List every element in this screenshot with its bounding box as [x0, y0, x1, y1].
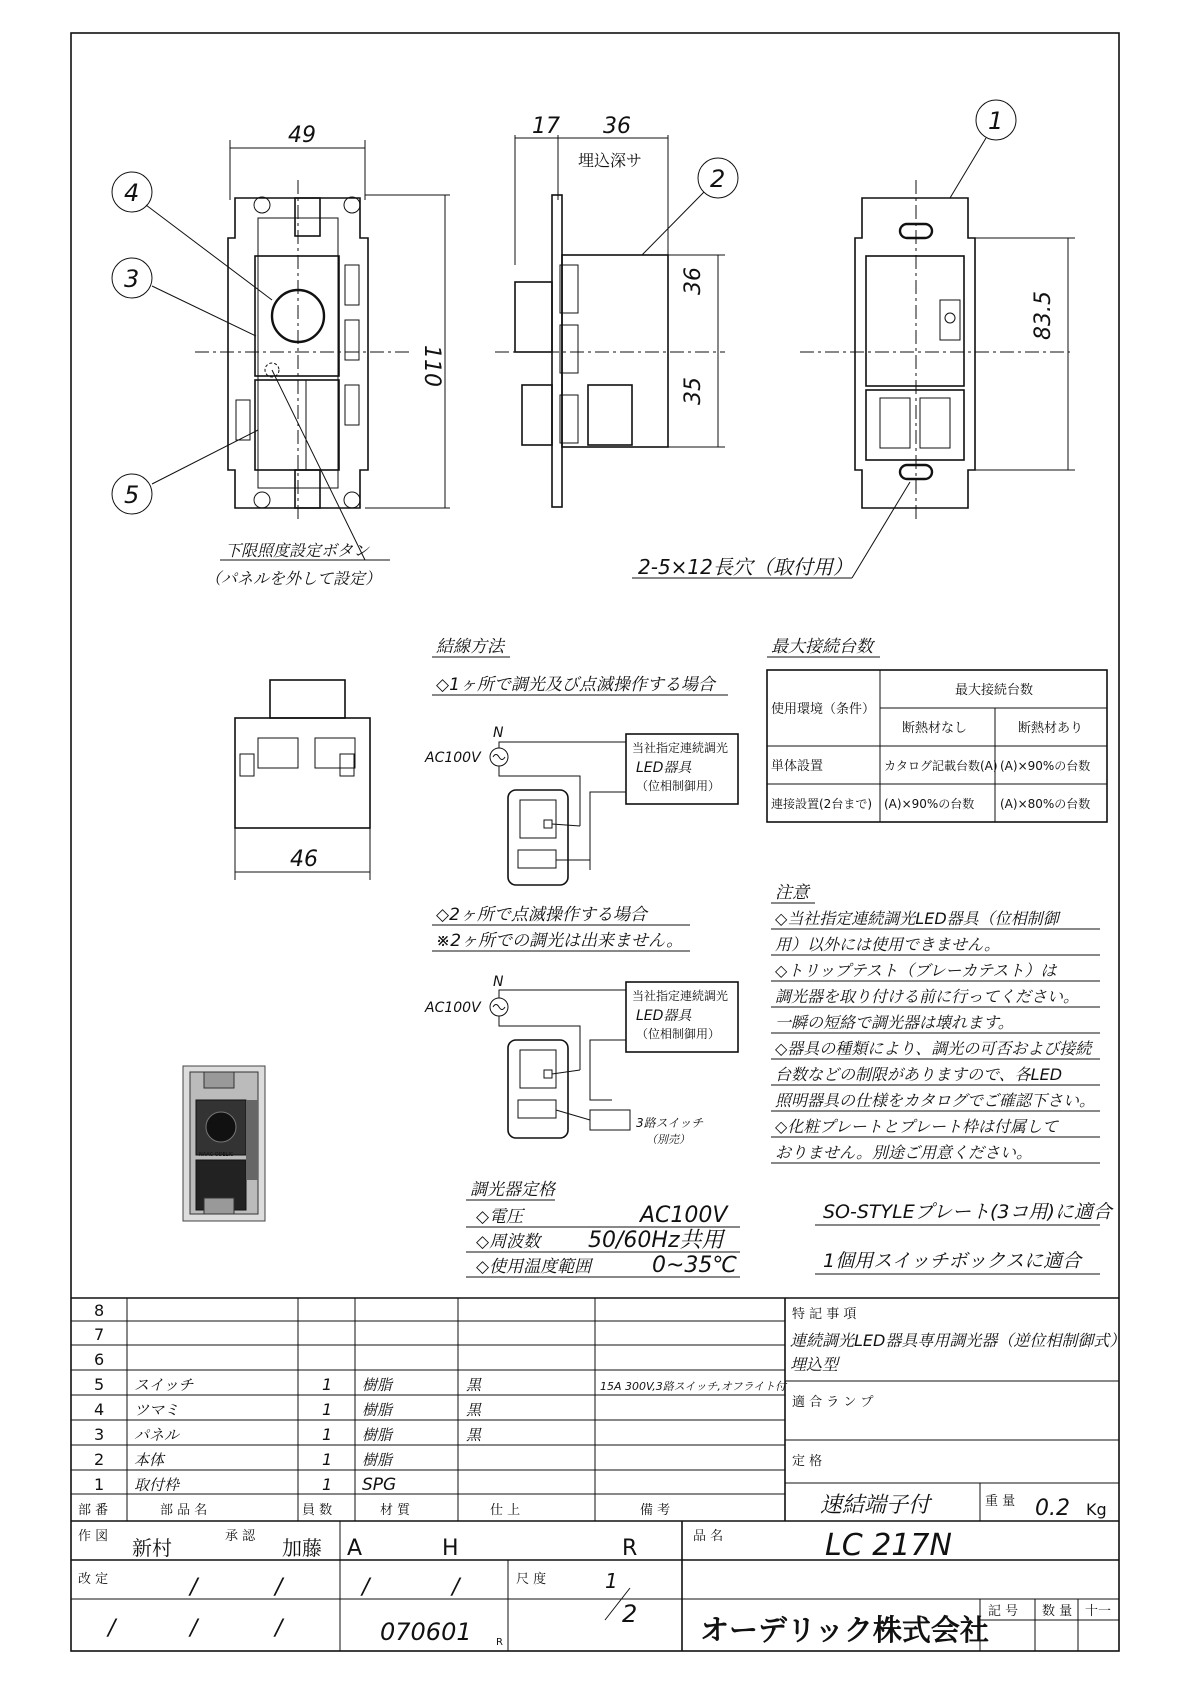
notes-line-7: 台数などの制限がありますので、各LED: [775, 1065, 1063, 1084]
drawn-label: 作 図: [78, 1529, 109, 1544]
revision-slash-7: /: [275, 1616, 283, 1641]
wiring1-fixture-l2: LED器具: [636, 760, 692, 776]
special-notes-line2: 埋込型: [790, 1355, 839, 1374]
product-label: 品 名: [693, 1529, 724, 1544]
part-1-no: 1: [94, 1475, 105, 1494]
code-a: A: [347, 1536, 363, 1561]
terminal-type: 速結端子付: [820, 1493, 931, 1518]
notes-line-2: 用）以外には使用できません。: [775, 935, 1000, 954]
dim-46: 46: [290, 847, 318, 872]
part-4-qty: 1: [322, 1400, 333, 1419]
side-view: [495, 114, 738, 507]
part-3-finish: 黒: [466, 1426, 482, 1444]
rating-voltage-label: ◇電圧: [476, 1207, 524, 1227]
header-part-no: 部 番: [78, 1503, 109, 1518]
slot-note: 2-5×12長穴（取付用）: [638, 555, 853, 579]
weight-label: 重 量: [985, 1494, 1016, 1509]
scale-numerator: 1: [605, 1569, 618, 1593]
spec-block: [785, 1306, 1125, 1521]
notes-line-1: ◇当社指定連続調光LED器具（位相制御: [775, 909, 1059, 928]
revision-slash-5: /: [108, 1616, 116, 1641]
notes-line-9: ◇化粧プレートとプレート枠は付属して: [775, 1117, 1059, 1136]
part-1-name: 取付枠: [134, 1476, 180, 1494]
part-3-material: 樹脂: [362, 1426, 393, 1444]
part-4-no: 4: [94, 1400, 105, 1419]
revision-slash-3: /: [362, 1575, 370, 1600]
notes-line-3: ◇トリップテスト（ブレーカテスト）は: [775, 961, 1057, 980]
fit-box-note: 1個用スイッチボックスに適合: [823, 1250, 1082, 1272]
header-qty: 員 数: [302, 1503, 333, 1518]
wiring-case2-title: ◇2ヶ所で点滅操作する場合: [436, 905, 647, 925]
max-conn-r2-c1: 連接設置(2台まで): [771, 797, 872, 811]
wiring2-fixture-l3: （位相制御用）: [636, 1027, 721, 1041]
front-view: [112, 123, 450, 588]
callout-1: 1: [988, 107, 1004, 135]
revision-slash-1: /: [190, 1575, 198, 1600]
special-notes-label: 特 記 事 項: [792, 1307, 857, 1322]
special-notes-line1: 連続調光LED器具専用調光器（逆位相制御式）: [790, 1331, 1126, 1350]
wiring2-ac-label: AC100V: [425, 1000, 481, 1016]
part-3-no: 3: [94, 1425, 105, 1444]
lamp-label: 適 合 ラ ン プ: [792, 1395, 874, 1410]
fit-plate-note: SO-STYLEプレート(3コ用)に適合: [823, 1201, 1112, 1223]
max-conn-r2-c2: (A)×90%の台数: [884, 797, 975, 811]
notes-line-8: 照明器具の仕様をカタログでご確認下さい。: [775, 1091, 1096, 1110]
part-2-name: 本体: [134, 1451, 165, 1469]
revision-slash-6: /: [190, 1616, 198, 1641]
max-conn-title: 最大接続台数: [771, 637, 873, 657]
fit-notes: [815, 1201, 1114, 1274]
header-part-name: 部 品 名: [160, 1503, 208, 1518]
part-5-qty: 1: [322, 1375, 333, 1394]
part-4-finish: 黒: [466, 1401, 482, 1419]
part-8-no: 8: [94, 1301, 105, 1320]
rating-label: 定 格: [792, 1454, 823, 1469]
rating-temp-value: 0~35℃: [652, 1253, 738, 1278]
max-conn-h-env: 使用環境（条件）: [771, 702, 876, 717]
header-material: 材 質: [380, 1503, 411, 1518]
plus-minus-label: 十一: [1085, 1604, 1112, 1619]
code-r: R: [622, 1536, 638, 1561]
dim-height-110: 110: [419, 345, 444, 387]
notes-line-10: おりません。別途ご用意ください。: [775, 1143, 1032, 1162]
dim-17: 17: [532, 114, 560, 139]
wiring1-fixture-l3: （位相制御用）: [636, 779, 721, 793]
max-conn-h-max: 最大接続台数: [955, 683, 1034, 698]
rating-frequency-value: 50/60Hz共用: [588, 1228, 724, 1253]
part-1-qty: 1: [322, 1475, 333, 1494]
wiring1-n-label: N: [493, 725, 504, 741]
revision-slash-4: /: [452, 1575, 460, 1600]
wiring2-fixture-l1: 当社指定連続調光: [632, 989, 729, 1003]
rating-frequency-label: ◇周波数: [476, 1232, 541, 1252]
max-conn-h-ins: 断熱材あり: [1018, 721, 1084, 736]
part-5-material: 樹脂: [362, 1376, 393, 1394]
photo-brand-label: NAAC ODELIC: [199, 1152, 234, 1158]
part-3-name: パネル: [134, 1426, 180, 1444]
max-conn-r1-c1: 単体設置: [771, 759, 824, 774]
embed-depth-label: 埋込深サ: [578, 151, 643, 170]
rating-voltage-value: AC100V: [640, 1203, 728, 1228]
product-code: LC 217N: [825, 1528, 952, 1563]
rating-temp-label: ◇使用温度範囲: [476, 1257, 592, 1277]
product-photo: [183, 1066, 265, 1221]
drawing-date: 070601: [380, 1618, 472, 1646]
dimmer-rating: [466, 1180, 740, 1278]
part-5-name: スイッチ: [134, 1376, 194, 1394]
max-connection-table: [767, 637, 1107, 822]
part-5-no: 5: [94, 1375, 105, 1394]
dim-35-lower: 35: [681, 377, 706, 405]
revision-slash-2: /: [275, 1575, 283, 1600]
max-conn-r1-c2: カタログ記載台数(A): [884, 759, 998, 773]
part-2-no: 2: [94, 1450, 105, 1469]
caution-notes: [771, 883, 1100, 1163]
callout-4: 4: [124, 179, 140, 207]
dim-36-upper: 36: [681, 267, 706, 295]
callout-2: 2: [710, 165, 726, 193]
notes-line-6: ◇器具の種類により、調光の可否および接続: [775, 1039, 1092, 1058]
rating-title: 調光器定格: [470, 1180, 555, 1200]
part-3-qty: 1: [322, 1425, 333, 1444]
weight-value: 0.2: [1035, 1496, 1070, 1521]
scale-label: 尺 度: [516, 1572, 547, 1587]
callout-5: 5: [124, 481, 140, 509]
part-7-no: 7: [94, 1325, 105, 1344]
dim-83-5: 83.5: [1031, 291, 1056, 340]
max-conn-r1-c3: (A)×90%の台数: [1000, 759, 1091, 773]
approved-by: 加藤: [282, 1536, 322, 1560]
part-4-name: ツマミ: [134, 1401, 180, 1419]
sold-separately-label: （別売）: [646, 1133, 690, 1146]
date-suffix: R: [496, 1637, 503, 1648]
wiring-case1-title: ◇1ヶ所で調光及び点滅操作する場合: [436, 675, 715, 695]
symbol-label: 記 号: [988, 1604, 1019, 1619]
company-name: オーデリック株式会社: [700, 1613, 989, 1647]
part-6-no: 6: [94, 1350, 105, 1369]
code-h: H: [442, 1536, 459, 1561]
max-conn-h-no-ins: 断熱材なし: [902, 721, 968, 736]
dim-36-depth: 36: [603, 114, 631, 139]
quantity-label: 数 量: [1042, 1604, 1073, 1619]
dim-width-49: 49: [288, 123, 316, 148]
wiring-title: 結線方法: [436, 637, 504, 657]
notes-title: 注意: [775, 883, 809, 903]
part-2-material: 樹脂: [362, 1451, 393, 1469]
notes-line-5: 一瞬の短絡で調光器は壊れます。: [775, 1013, 1014, 1032]
part-5-remarks: 15A 300V,3路スイッチ,オフライト付: [600, 1380, 787, 1393]
drawn-by: 新村: [132, 1536, 172, 1560]
weight-unit: Kg: [1086, 1500, 1107, 1519]
part-2-qty: 1: [322, 1450, 333, 1469]
title-block: [71, 1521, 1119, 1651]
wiring2-n-label: N: [493, 974, 504, 990]
callout-3: 3: [124, 265, 140, 293]
wiring1-fixture-l1: 当社指定連続調光: [632, 741, 729, 755]
part-4-material: 樹脂: [362, 1401, 393, 1419]
header-remarks: 備 考: [640, 1503, 671, 1518]
bottom-view: [235, 680, 370, 880]
wiring2-fixture-l2: LED器具: [636, 1008, 692, 1024]
max-conn-r2-c3: (A)×80%の台数: [1000, 797, 1091, 811]
scale-denominator: 2: [622, 1600, 638, 1628]
revision-label: 改 定: [78, 1572, 109, 1587]
three-way-switch-label: 3路スイッチ: [636, 1116, 704, 1130]
wiring-case2-note: ※2ヶ所での調光は出来ません。: [436, 931, 684, 951]
wiring-section: [424, 637, 738, 1146]
wiring1-ac-label: AC100V: [425, 750, 481, 766]
approved-label: 承 認: [225, 1529, 256, 1544]
part-5-finish: 黒: [466, 1376, 482, 1394]
part-1-material: SPG: [362, 1475, 397, 1495]
notes-line-4: 調光器を取り付ける前に行ってください。: [775, 987, 1080, 1006]
header-finish: 仕 上: [490, 1503, 521, 1518]
min-brightness-button-note: 下限照度設定ボタン: [225, 541, 370, 560]
remove-panel-note: （パネルを外して設定）: [205, 569, 382, 588]
